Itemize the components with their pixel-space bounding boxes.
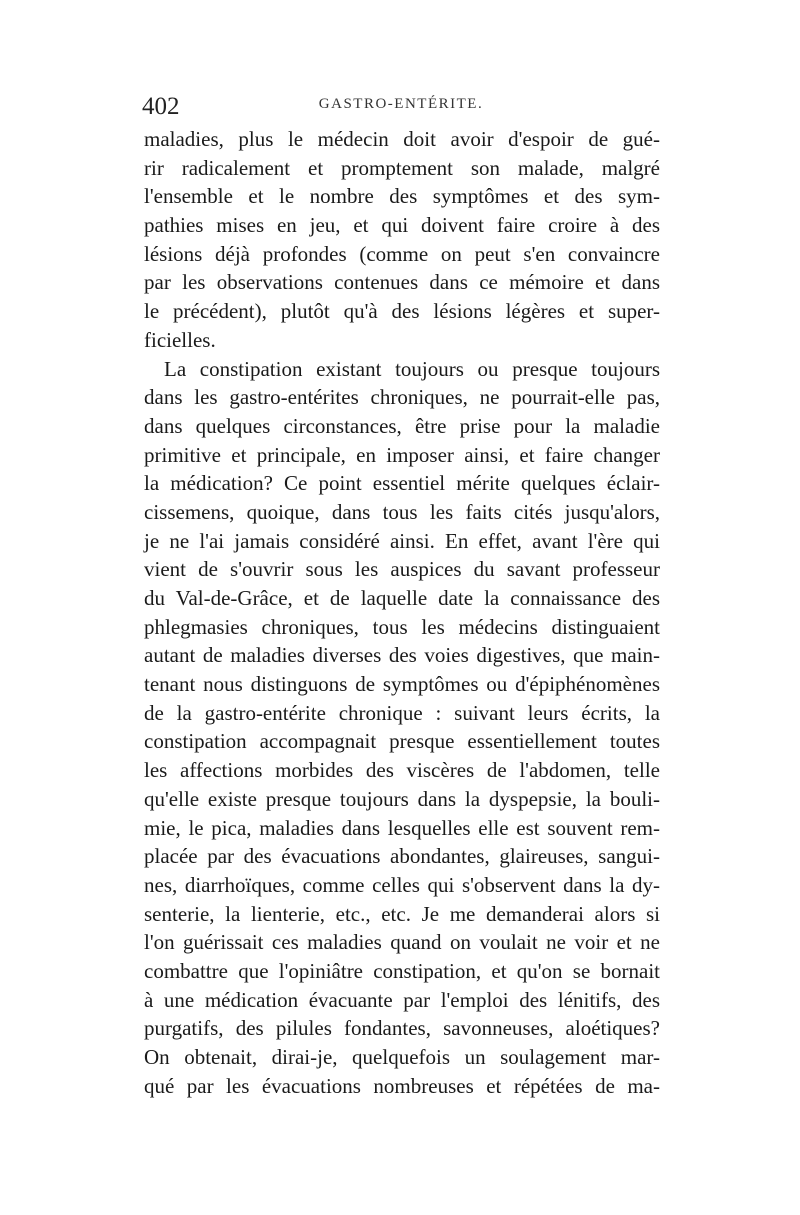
text-line: qu'elle existe presque toujours dans la dyspepsie, la bouli- xyxy=(144,786,660,811)
text-line: cissemens, quoique, dans tous les faits cités jusqu'alors, xyxy=(144,499,660,524)
text-line: maladies, plus le médecin doit avoir d'espoir de gué- xyxy=(144,127,660,151)
text-line: vient de s'ouvrir sous les auspices du savant professeur xyxy=(144,557,660,582)
text-line: dans les gastro-entérites chroniques, ne pourrait-elle pas, xyxy=(144,385,660,410)
paragraph-end-line: ficielles. xyxy=(144,327,216,352)
text-line: constipation accompagnait presque essentiellement toutes xyxy=(144,729,660,754)
text-line: phlegmasies chroniques, tous les médecins distinguaient xyxy=(144,614,660,639)
text-line: qué par les évacuations nombreuses et répétées de ma- xyxy=(144,1073,660,1098)
text-line: On obtenait, dirai-je, quelquefois un soulagement mar- xyxy=(144,1045,660,1069)
text-line: mie, le pica, maladies dans lesquelles elle est souvent rem- xyxy=(144,815,660,840)
text-line: placée par des évacuations abondantes, glaireuses, sangui- xyxy=(144,844,660,869)
text-line: de la gastro-entérite chronique : suivant leurs écrits, la xyxy=(144,700,660,725)
text-line: la médication? Ce point essentiel mérite quelques éclair- xyxy=(144,471,660,496)
text-line: à une médication évacuante par l'emploi des lénitifs, des xyxy=(144,987,660,1012)
body-text xyxy=(144,125,660,1100)
running-title: GASTRO-ENTÉRITE. xyxy=(318,96,484,112)
text-line: purgatifs, des pilules fondantes, savonneuses, aloétiques? xyxy=(144,1016,660,1041)
text-line: combattre que l'opiniâtre constipation, et qu'on se bornait xyxy=(144,958,660,983)
text-line: l'on guérissait ces maladies quand on voulait ne voir et ne xyxy=(144,930,660,955)
page-number: 402 xyxy=(142,93,180,120)
text-line: senterie, la lienterie, etc., etc. Je me demanderai alors si xyxy=(144,901,660,926)
text-line: nes, diarrhoïques, comme celles qui s'observent dans la dy- xyxy=(144,872,660,897)
paragraph-start-line: La constipation existant toujours ou presque toujours xyxy=(164,356,660,381)
text-line: lésions déjà profondes (comme on peut s'en convaincre xyxy=(144,241,660,266)
text-line: je ne l'ai jamais considéré ainsi. En effet, avant l'ère qui xyxy=(144,528,660,553)
text-line: par les observations contenues dans ce mémoire et dans xyxy=(144,270,660,295)
text-line: le précédent), plutôt qu'à des lésions légères et super- xyxy=(144,299,660,324)
text-line: dans quelques circonstances, être prise pour la maladie xyxy=(144,413,660,438)
text-line: autant de maladies diverses des voies digestives, que main- xyxy=(144,643,660,668)
text-line: primitive et principale, en imposer ainsi, et faire changer xyxy=(144,442,660,467)
text-line: les affections morbides des viscères de l'abdomen, telle xyxy=(144,758,660,783)
text-line: tenant nous distinguons de symptômes ou d'épiphénomènes xyxy=(144,672,660,697)
text-line: rir radicalement et promptement son malade, malgré xyxy=(144,155,660,180)
text-line: l'ensemble et le nombre des symptômes et des sym- xyxy=(144,184,660,209)
running-head xyxy=(142,92,660,122)
text-line: pathies mises en jeu, et qui doivent faire croire à des xyxy=(144,213,660,238)
text-line: du Val-de-Grâce, et de laquelle date la connaissance des xyxy=(144,586,660,610)
